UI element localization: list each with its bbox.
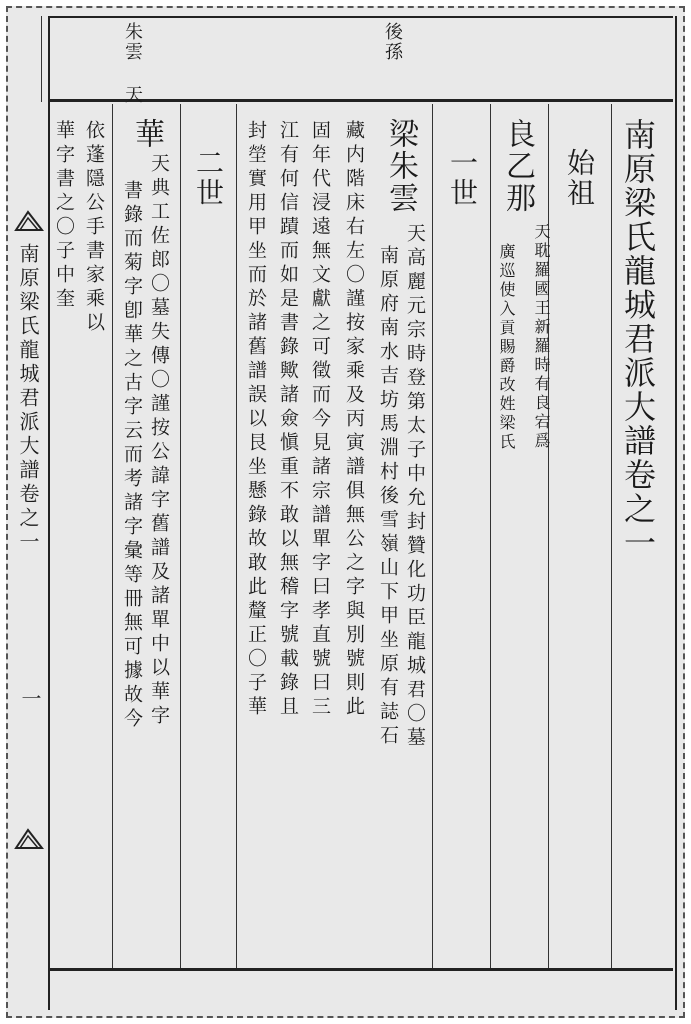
fishtail-ornament-bottom xyxy=(14,826,44,850)
margin-page-number: 一 xyxy=(18,688,42,712)
gen2-line-3: 依蓬隱公手書家乘以 xyxy=(83,120,105,336)
gen1-label: 一世 xyxy=(446,148,479,208)
gen1-column-rule xyxy=(490,104,491,968)
header-center-note: 後孫 xyxy=(382,22,403,62)
gen2-column-rule xyxy=(236,104,237,968)
gen1-line-6: 封塋實用甲坐而於諸舊譜誤以艮坐懸錄故敢此釐正〇子華 xyxy=(245,120,267,720)
gen1-line-4: 固年代浸遠無文獻之可徵而今見諸宗譜單字曰孝直號曰三 xyxy=(309,120,331,720)
book-title: 南原梁氏龍城君派大譜卷之一 xyxy=(619,118,657,560)
progenitor-label: 始祖 xyxy=(563,148,596,208)
progenitor-line-2: 廣巡使入貢賜爵改姓梁氏 xyxy=(497,243,516,452)
gen2-line-1: 天典工佐郎〇墓失傳〇謹按公諱字舊譜及諸單中以華字 xyxy=(148,153,170,729)
gen2-name-rule xyxy=(180,104,181,968)
progenitor-name: 良乙那 xyxy=(500,118,535,214)
gen2-note-rule xyxy=(112,104,113,968)
gen2-name: 華 xyxy=(129,118,164,150)
gen1-line-5: 江有何信蹟而如是書錄歟諸僉愼重不敢以無稽字號載錄且 xyxy=(277,120,299,720)
progenitor-line-1: 天耽羅國王新羅時有良宕爲 xyxy=(532,223,551,451)
gen1-line-2: 南原府南水吉坊馬淵村後雪嶺山下甲坐原有誌石 xyxy=(377,245,399,749)
fishtail-ornament-top xyxy=(14,208,44,232)
gen1-name: 梁朱雲 xyxy=(383,118,418,214)
gen1-name-rule xyxy=(432,104,433,968)
gen2-line-2: 書錄而菊字卽華之古字云而考諸字彙等冊無可據故今 xyxy=(121,180,143,732)
title-column-rule xyxy=(611,104,612,968)
gen1-line-1: 天高麗元宗時登第太子中允封贊化功臣龍城君〇墓 xyxy=(404,223,426,751)
header-left-divider xyxy=(41,16,42,102)
gen2-label: 二世 xyxy=(192,148,225,208)
bottom-rule xyxy=(48,968,673,971)
margin-title: 南原梁氏龍城君派大譜卷之一 xyxy=(16,243,40,555)
header-left-note: 朱雲 天 xyxy=(122,22,143,105)
book-page xyxy=(6,6,685,1018)
gen1-line-3: 藏内階床右左〇謹按家乘及丙寅譜俱無公之字與別號則此 xyxy=(343,120,365,720)
gen2-line-4: 華字書之〇子中奎 xyxy=(53,120,75,312)
